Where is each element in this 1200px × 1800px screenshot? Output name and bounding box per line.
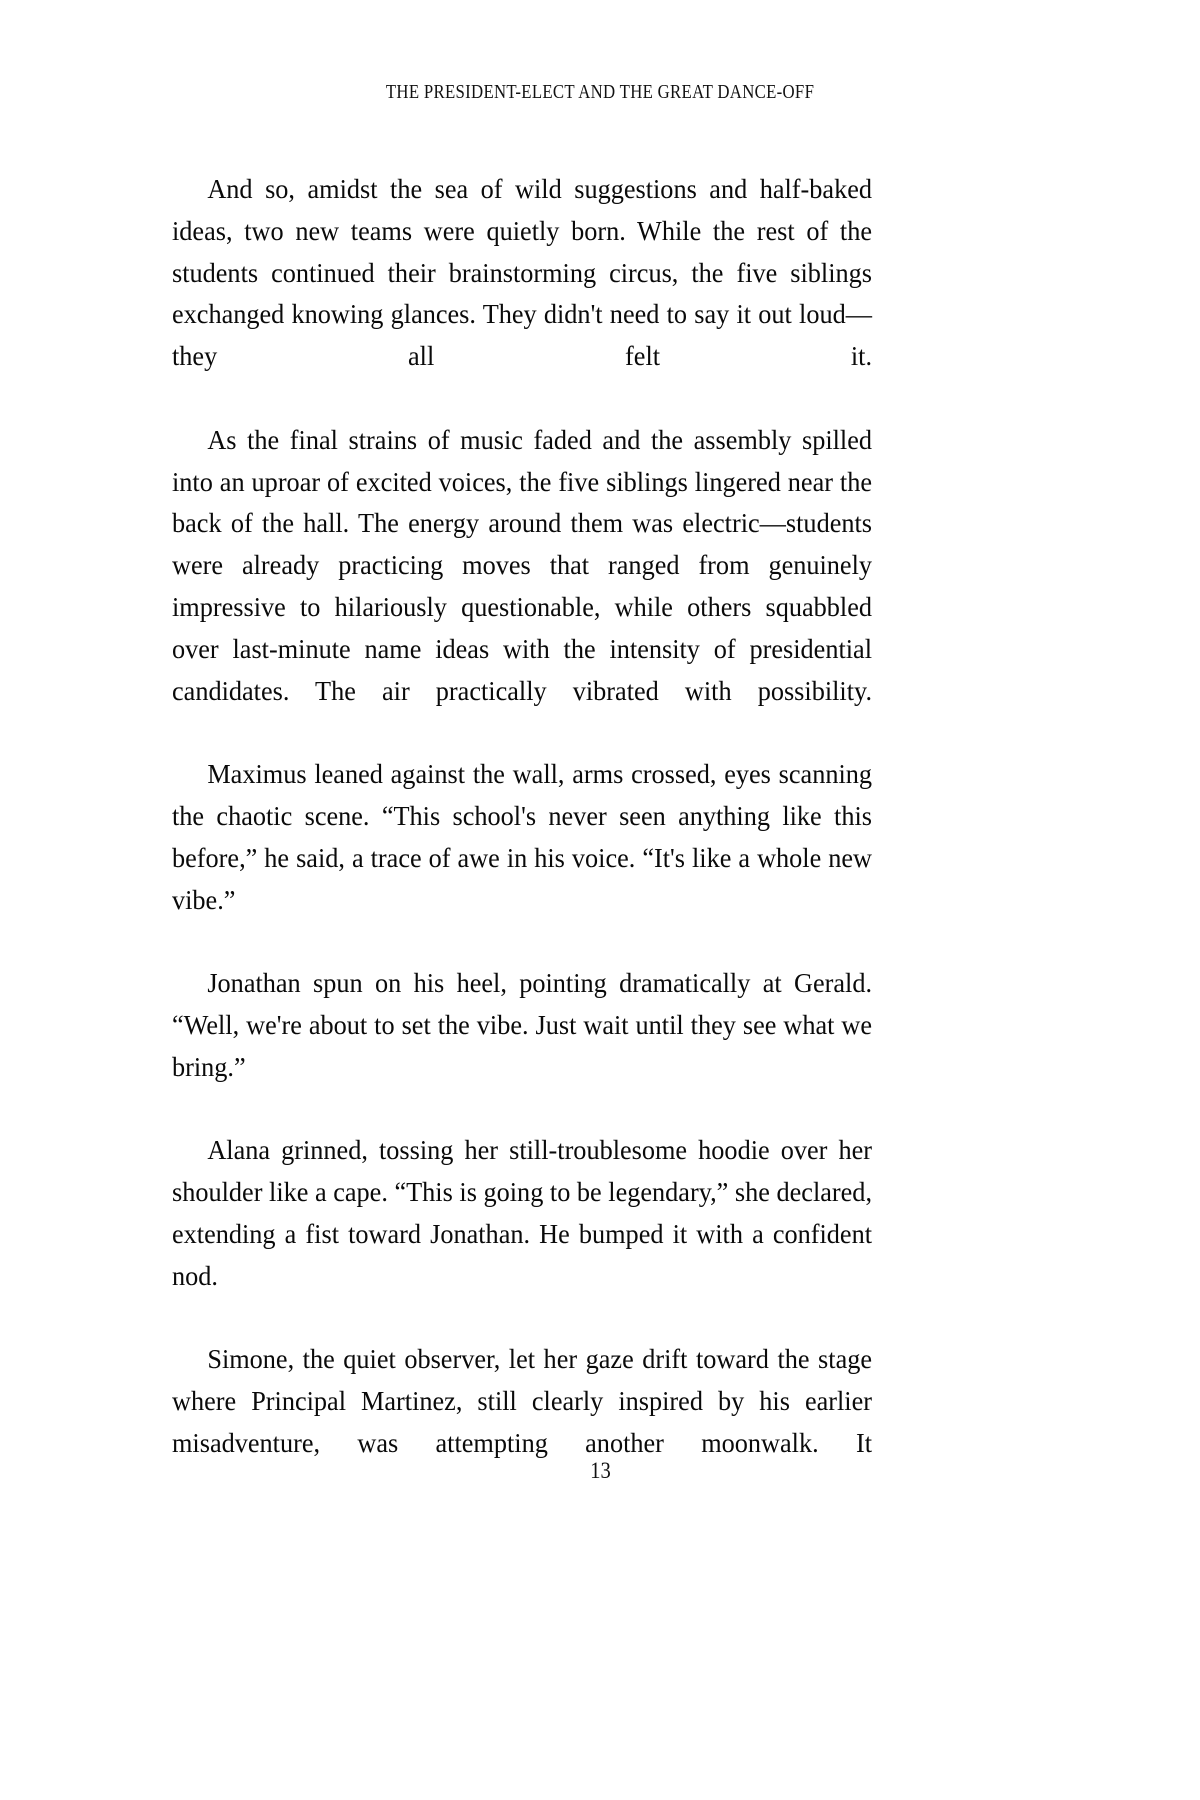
running-header <box>0 82 1200 104</box>
paragraph: Alana grinned, tossing her still-troublesome hoodie over her shoulder like a cape. “This is going to be legendary,” she declared, extending a fist toward Jonathan. He bumped it with a confident nod. <box>172 1134 873 1291</box>
paragraph: Maximus leaned against the wall, arms crossed, eyes scanning the chaotic scene. “This school's never seen anything like this before,” he said, a trace of awe in his voice. “It's like a whole new vibe.” <box>172 758 873 915</box>
paragraph: As the final strains of music faded and the assembly spilled into an uproar of excited voices, the five siblings lingered near the back of the hall. The energy around them was electric—students were already practicing moves that ranged from genuinely impressive to hilariously questionable, while others squabbled over last-minute name ideas with the intensity of presidential candidates. The air practically vibrated with possibility. <box>172 423 873 706</box>
body-text-block <box>172 168 872 1506</box>
page-number: 13 <box>589 1458 611 1483</box>
paragraph: And so, amidst the sea of wild suggestions and half-baked ideas, two new teams were quietly born. While the rest of the students continued their brainstorming circus, the five siblings exchanged knowing glances. They didn't need to say it out loud—they all felt it. <box>172 173 873 372</box>
paragraph: Simone, the quiet observer, let her gaze drift toward the stage where Principal Martinez, still clearly inspired by his earlier misadventure, was attempting another moonwalk. It <box>172 1343 873 1458</box>
paragraph: Jonathan spun on his heel, pointing dramatically at Gerald. “Well, we're about to set the vibe. Just wait until they see what we bring.” <box>172 967 873 1082</box>
running-header-title: THE PRESIDENT-ELECT AND THE GREAT DANCE-OFF <box>385 82 815 103</box>
page-footer <box>0 1458 1200 1484</box>
